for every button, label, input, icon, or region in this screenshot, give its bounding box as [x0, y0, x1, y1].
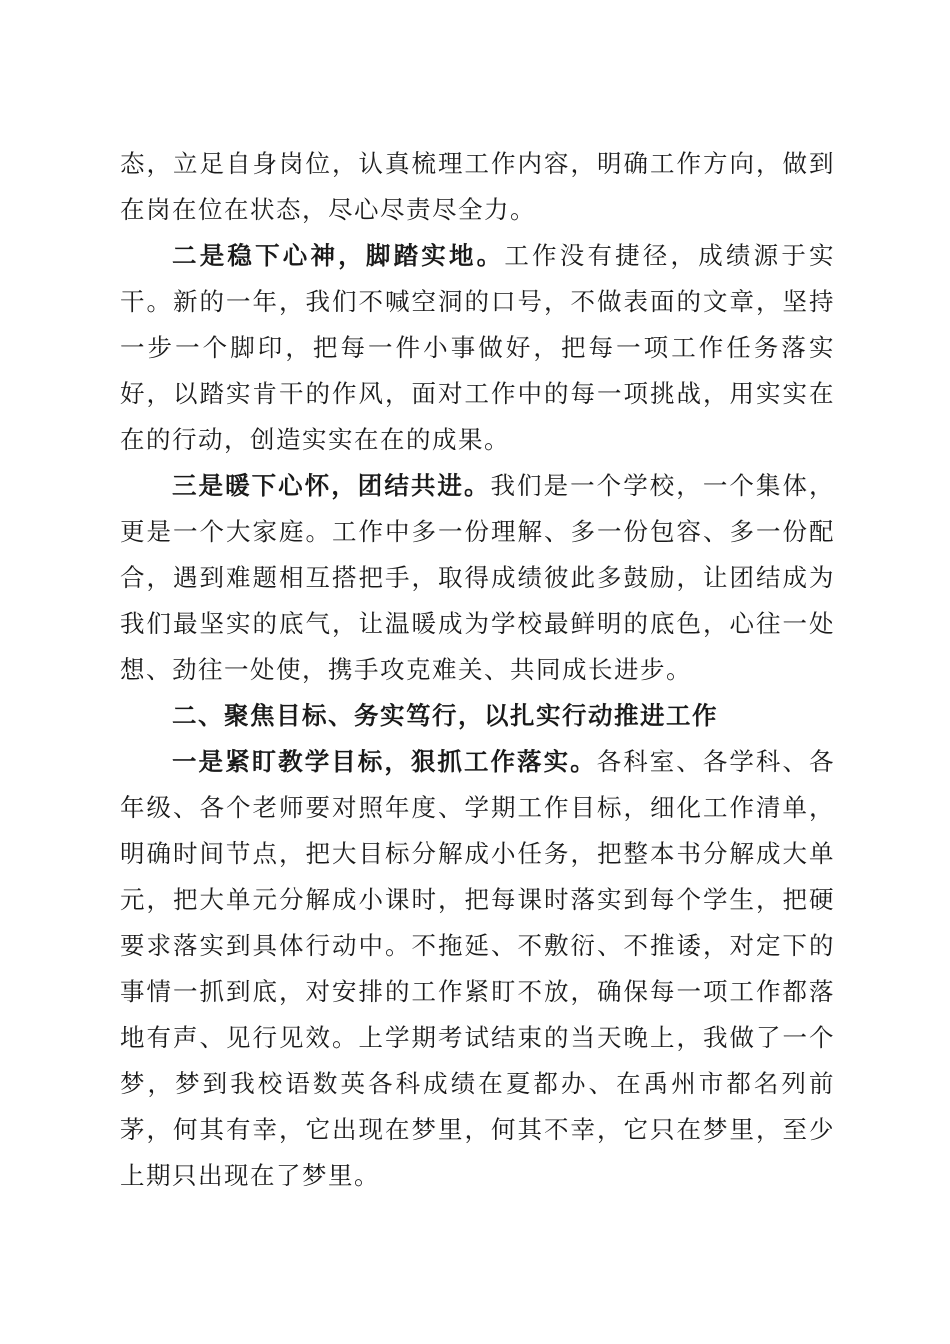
- paragraph-steady-mind: [120, 233, 835, 463]
- paragraph-text: 我们是一个学校，一个集体，更是一个大家庭。工作中多一份理解、多一份包容、多一份配合，遇到难题相互搭把手，取得成绩彼此多鼓励，让团结成为我们最坚实的底气，让温暖成为学校最鲜明的底色，心往一处想、劲往一处使，携手攻克难关、共同成长进步。: [120, 471, 835, 684]
- paragraph-lead: 二是稳下心神，脚踏实地。: [172, 241, 505, 270]
- paragraph-unity: [120, 463, 835, 693]
- paragraph-lead: 一是紧盯教学目标，狠抓工作落实。: [172, 747, 597, 776]
- paragraph-lead: 三是暖下心怀，团结共进。: [172, 471, 491, 500]
- paragraph-text: 工作没有捷径，成绩源于实干。新的一年，我们不喊空洞的口号，不做表面的文章，坚持一步一个脚印，把每一件小事做好，把每一项工作任务落实好，以踏实肯干的作风，面对工作中的每一项挑战，用实实在在的行动，创造实实在在的成果。: [120, 241, 836, 454]
- paragraph-continuation: [120, 141, 835, 233]
- paragraph-text: 态，立足自身岗位，认真梳理工作内容，明确工作方向，做到在岗在位在状态，尽心尽责尽全力。: [120, 149, 835, 224]
- document-body: [120, 141, 835, 1199]
- paragraph-teaching-goals: [120, 739, 835, 1199]
- paragraph-text: 各科室、各学科、各年级、各个老师要对照年度、学期工作目标，细化工作清单，明确时间节点，把大目标分解成小任务，把整本书分解成大单元，把大单元分解成小课时，把每课时落实到每个学生，把硬要求落实到具体行动中。不拖延、不敷衍、不推诿，对定下的事情一抓到底，对安排的工作紧盯不放，确保每一项工作都落地有声、见行见效。上学期考试结束的当天晚上，我做了一个梦，梦到我校语数英各科成绩在夏都办、在禹州市都名列前茅，何其有幸，它出现在梦里，何其不幸，它只在梦里，至少上期只出现在了梦里。: [120, 747, 836, 1190]
- section-heading: 二、聚焦目标、务实笃行，以扎实行动推进工作: [172, 701, 718, 730]
